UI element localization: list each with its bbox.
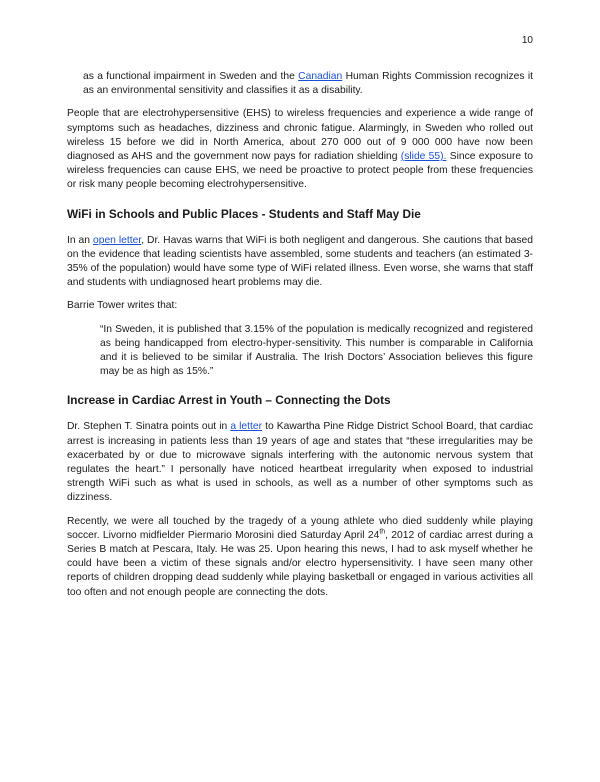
slide-55-link[interactable]: (slide 55).: [400, 151, 447, 163]
text: People that are electrohypersensitive (EHS) to wireless frequencies and experience a wide range of symptoms such as headaches, dizziness and chronic fatigue. Alarmingly, in Sweden who rolled out wireless 15 before we did in North America, about 270 000 out of 9 000 000 have now been diagnosed as AHS and the government now pays for radiation shielding: [67, 108, 533, 163]
text: Dr. Stephen T. Sinatra points out in: [67, 421, 231, 433]
text: , 2012 of cardiac arrest during a Series B match at Pescara, Italy. He was 25. Upon hearing this news, I had to ask myself whether he could have been a victim of these signals and/or electro hypersensitivity. I have seen many other reports of children dropping dead suddenly while playing basketball or engaged in various activities all too often and not enough people are connecting the dots.: [67, 529, 533, 598]
canadian-link[interactable]: Canadian: [298, 71, 343, 82]
text: Since exposure to wireless frequencies can cause EHS, we need be proactive to protect people from these frequencies or risk many people becoming electrohypersensitive.: [67, 151, 533, 191]
heading-cardiac-arrest: Increase in Cardiac Arrest in Youth – Connecting the Dots: [67, 393, 391, 408]
document-body: [67, 70, 533, 609]
text: , Dr. Havas warns that WiFi is both negligent and dangerous. She cautions that based on the evidence that leading scientists have assembled, some students and teachers (an estimated 3-35% of the population) would have some type of WiFi related illness. Even worse, she warns that staff and students with undiagnosed heart problems may die.: [67, 234, 534, 289]
text: to Kawartha Pine Ridge District School Board, that cardiac arrest is increasing in patients less than 19 years of age and states that “these irregularities may be exacerbated by or due to microwave signals interfering with the autonomic nervous system that regulates the heart.” I personally have noticed heartbeat irregularity when exposed to industrial strength WiFi such as what is used in schools, as well as a number of other symptoms such as dizziness.: [67, 421, 533, 504]
paragraph-ehs: [67, 107, 533, 192]
paragraph-barrie-tower: Barrie Tower writes that:: [67, 300, 178, 312]
paragraph-continued: [67, 70, 533, 98]
a-letter-link[interactable]: a letter: [230, 421, 263, 433]
text: Recently, we were all touched by the tragedy of a young athlete who died suddenly while playing soccer. Livorno midfielder Piermario Morosini died Saturday April 24: [67, 515, 533, 541]
superscript: th: [379, 528, 386, 536]
paragraph-havas: [67, 234, 533, 291]
text: In an: [67, 234, 93, 246]
quote-sweden: “In Sweden, it is published that 3.15% of the population is medically recognized and registered as being handicapped from electro-hyper-sensitivity. This number is comparable in California and it is believed to be similar if Australia. The Irish Doctors’ Association believes this figure may be as high as 15%.”: [100, 323, 533, 378]
paragraph-morosini: [67, 515, 533, 600]
page-number: 10: [521, 35, 533, 46]
paragraph-sinatra: [67, 420, 533, 505]
text: Human Rights Commission recognizes it as an environmental sensitivity and classifies it as a disability.: [83, 71, 533, 97]
open-letter-link[interactable]: open letter: [92, 234, 142, 246]
text: as a functional impairment in Sweden and the: [83, 71, 299, 82]
heading-wifi-schools: WiFi in Schools and Public Places - Students and Staff May Die: [67, 206, 421, 221]
